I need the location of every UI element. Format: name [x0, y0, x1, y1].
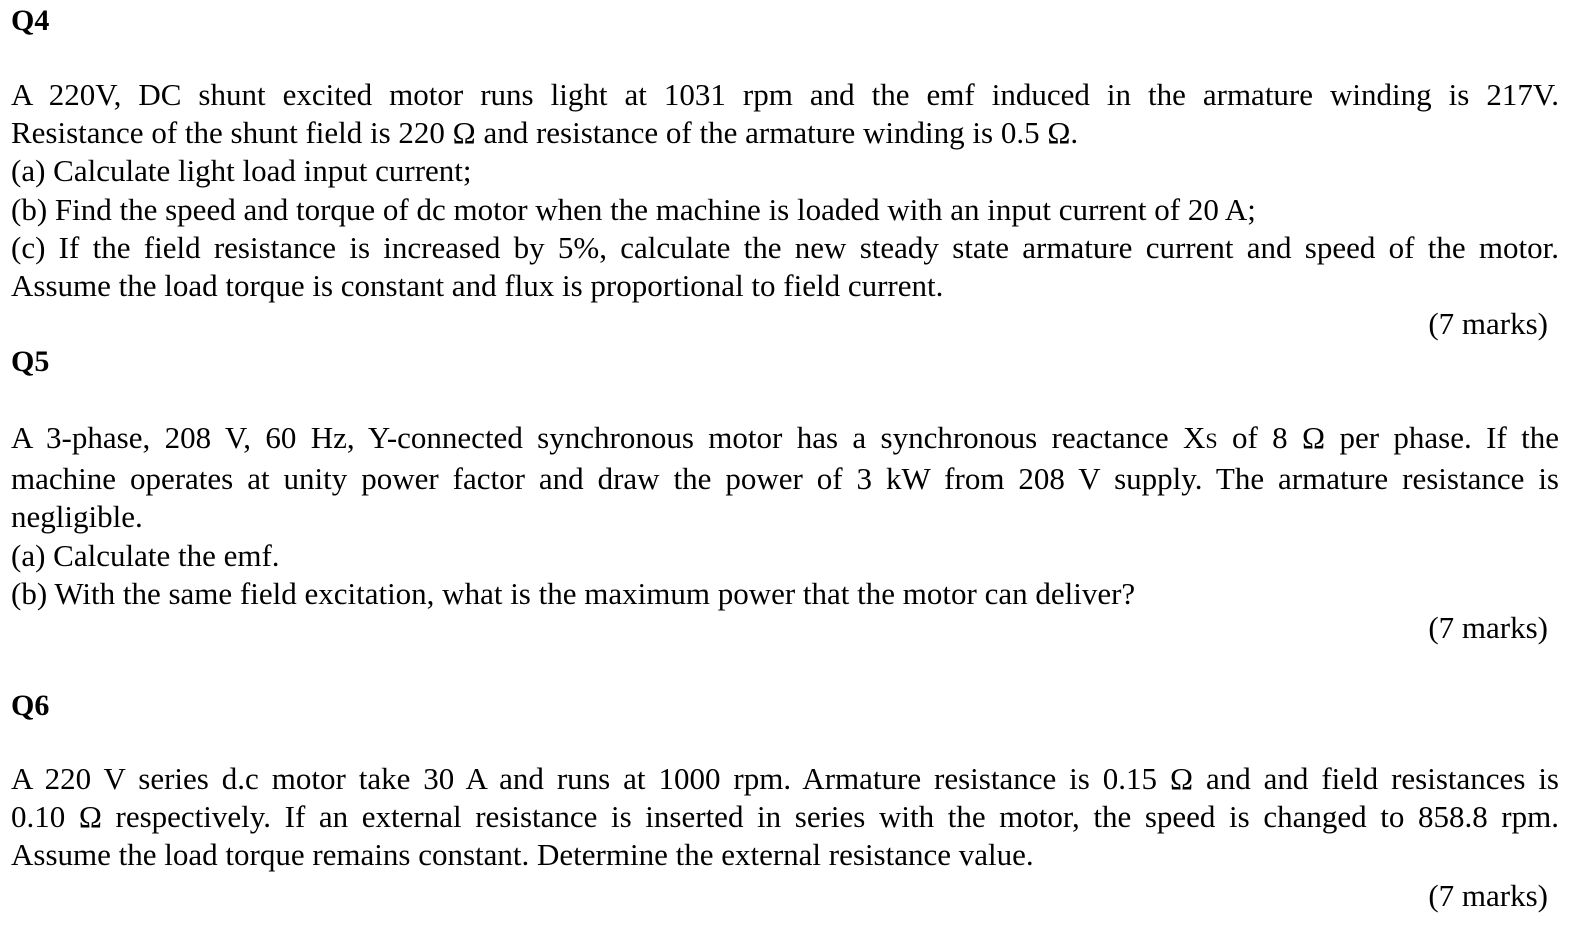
q5-line-5: (b) With the same field excitation, what is the maximum power that the motor can deliver?	[11, 575, 1136, 611]
marks-q4: (7 marks)	[1428, 306, 1548, 341]
question-body-q6	[11, 760, 1559, 875]
q6-line-2: 0.10 Ω respectively. If an external resistance is inserted in series with the motor, the speed is changed to 858.8 rpm.	[11, 799, 1559, 835]
q6-line-3: Assume the load torque remains constant. Determine the external resistance value.	[11, 837, 1034, 873]
q4-line-2: Resistance of the shunt field is 220 Ω and resistance of the armature winding is 0.5 Ω.	[11, 115, 1079, 151]
marks-q6: (7 marks)	[1428, 878, 1548, 913]
q5-line-1-before: A 3-phase, 208 V, 60 Hz, Y-connected synchronous motor has a synchronous reactance X	[11, 420, 1206, 455]
q5-line-2: machine operates at unity power factor and draw the power of 3 kW from 208 V supply. The armature resistance is	[11, 461, 1559, 497]
q4-line-1: A 220V, DC shunt excited motor runs light at 1031 rpm and the emf induced in the armature winding is 217V.	[11, 77, 1559, 112]
q4-line-4: (b) Find the speed and torque of dc motor when the machine is loaded with an input current of 20 A;	[11, 191, 1256, 227]
question-body-q4	[11, 76, 1559, 305]
q6-line-1: A 220 V series d.c motor take 30 A and runs at 1000 rpm. Armature resistance is 0.15 Ω and and field resistances is	[11, 761, 1559, 796]
question-title-q5: Q5	[11, 345, 50, 378]
question-title-q6: Q6	[11, 689, 50, 722]
q5-line-4: (a) Calculate the emf.	[11, 537, 280, 573]
q5-line-3: negligible.	[11, 499, 143, 535]
q4-line-3: (a) Calculate light load input current;	[11, 153, 472, 189]
marks-q5: (7 marks)	[1428, 610, 1548, 645]
q5-line-1	[11, 419, 1559, 460]
q4-line-6: Assume the load torque is constant and flux is proportional to field current.	[11, 268, 944, 304]
reactance-subscript: S	[1205, 428, 1218, 453]
q4-line-5: (c) If the field resistance is increased by 5%, calculate the new steady state armature current and speed of the motor.	[11, 229, 1559, 265]
question-title-q4: Q4	[11, 4, 50, 37]
q5-line-1-after: of 8 Ω per phase. If the	[1217, 420, 1560, 455]
question-body-q5	[11, 419, 1559, 613]
